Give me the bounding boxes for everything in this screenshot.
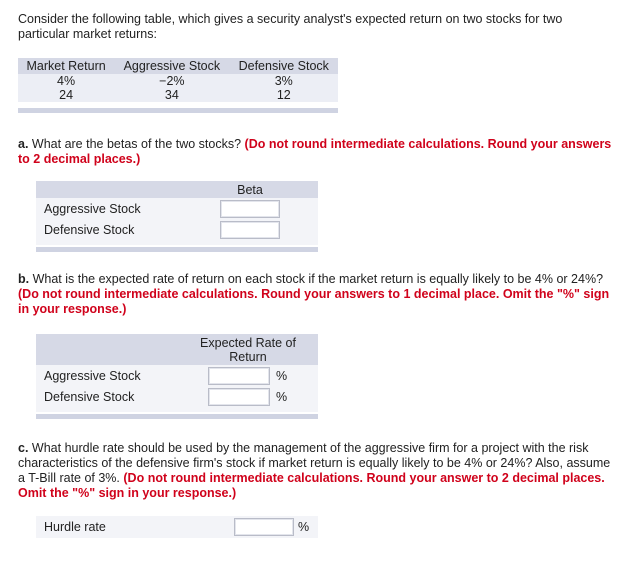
beta-column-header: Beta: [237, 183, 263, 197]
intro-text: Consider the following table, which gives a security analyst's expected return on two stocks for two particular market returns:: [18, 12, 563, 41]
beta-defensive-input[interactable]: [220, 221, 280, 239]
beta-aggressive-input[interactable]: [220, 200, 280, 218]
table-row: [18, 88, 338, 102]
table-cell: 12: [230, 88, 338, 102]
market-return-table: [18, 58, 338, 102]
table-row: [18, 74, 338, 88]
question-b: [18, 272, 618, 317]
table-cell: 3%: [230, 74, 338, 88]
return-panel-divider: [36, 414, 318, 419]
beta-panel-divider: [36, 247, 318, 252]
question-a-text: What are the betas of the two stocks?: [31, 137, 242, 151]
question-c: [18, 441, 618, 501]
percent-sign: %: [276, 369, 288, 383]
return-aggressive-input[interactable]: [208, 367, 270, 385]
question-a: [18, 137, 618, 167]
header-market-return: Market Return: [18, 58, 114, 74]
hurdle-rate-panel: [36, 516, 318, 538]
beta-row-defensive: Defensive Stock: [44, 223, 135, 237]
expected-return-panel: [36, 334, 318, 412]
question-c-instruction: (Do not round intermediate calculations. Round your answer to 2 decimal places. Omit the "%" sign in your response.): [18, 471, 605, 500]
hurdle-rate-label: Hurdle rate: [44, 520, 106, 534]
question-b-instruction: (Do not round intermediate calculations. Round your answers to 1 decimal place. Omit the "%" sign in your response.): [18, 287, 610, 316]
table-header-row: [18, 58, 338, 74]
percent-sign: %: [276, 390, 288, 404]
return-row-defensive: Defensive Stock: [44, 390, 135, 404]
return-row-aggressive: Aggressive Stock: [44, 369, 141, 383]
header-defensive-stock: Defensive Stock: [230, 58, 338, 74]
expected-return-header-line1: Expected Rate of: [200, 336, 296, 350]
beta-answer-panel: [36, 181, 318, 245]
header-aggressive-stock: Aggressive Stock: [114, 58, 229, 74]
question-b-text: What is the expected rate of return on each stock if the market return is equally likely to be 4% or 24%?: [32, 272, 604, 286]
question-a-label: a.: [18, 137, 29, 151]
table-cell: 4%: [18, 74, 114, 88]
percent-sign: %: [298, 520, 310, 534]
beta-row-aggressive: Aggressive Stock: [44, 202, 141, 216]
question-c-label: c.: [18, 441, 29, 455]
hurdle-rate-input[interactable]: [234, 518, 294, 536]
table-cell: 24: [18, 88, 114, 102]
question-c-text: What hurdle rate should be used by the management of the aggressive firm for a project with the risk characteristics of the defensive firm's stock if market return is equally likely to be 4% or 24%? Also, assume a T-Bill rate of 3%.: [18, 441, 611, 485]
expected-return-column-header: [188, 336, 308, 364]
return-defensive-input[interactable]: [208, 388, 270, 406]
table-cell: −2%: [114, 74, 229, 88]
expected-return-header-line2: Return: [229, 350, 267, 364]
table-divider: [18, 108, 338, 113]
table-cell: 34: [114, 88, 229, 102]
question-a-instruction: (Do not round intermediate calculations. Round your answers to 2 decimal places.): [18, 137, 612, 166]
question-b-label: b.: [18, 272, 30, 286]
